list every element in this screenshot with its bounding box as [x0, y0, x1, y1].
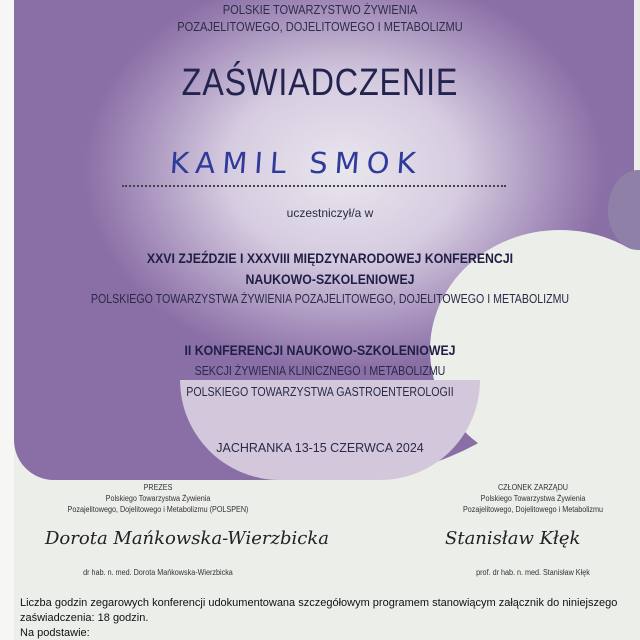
event2-line2: SEKCJI ŻYWIENIA KLINICZNEGO I METABOLIZMU: [194, 364, 446, 378]
signatory-org2: Pozajelitowego, Dojelitowego i Metabolizmu: [462, 505, 604, 514]
certificate-title: ZAŚWIADCZENIE: [181, 62, 459, 104]
signatory-role: CZŁONEK ZARZĄDU: [497, 483, 569, 492]
signature-right: Stanisław Kłęk: [445, 528, 581, 549]
event1-line1: XXVI ZJEŹDZIE I XXXVIII MIĘDZYNARODOWEJ KONFERENCJI: [146, 250, 514, 266]
event1-line3: POLSKIEGO TOWARZYSTWA ŻYWIENIA POZAJELITOWEGO, DOJELITOWEGO I METABOLIZMU: [90, 292, 570, 306]
participated-text: uczestniczył/a w: [286, 206, 374, 220]
paper-edge: [0, 0, 14, 640]
name-dotted-line: [122, 185, 506, 187]
recipient-name: KAMIL SMOK: [168, 146, 424, 180]
signatory-left-name: dr hab. n. med. Dorota Mańkowska-Wierzbicka: [83, 568, 233, 577]
signature-left: Dorota Mańkowska-Wierzbicka: [45, 528, 329, 549]
footer-line-2: zaświadczenia: 18 godzin.: [20, 612, 149, 624]
signatory-role: PREZES: [143, 483, 173, 492]
event2-line3: POLSKIEGO TOWARZYSTWA GASTROENTEROLOGII: [186, 385, 454, 399]
footer-line-1: Liczba godzin zegarowych konferencji udokumentowana szczegółowym programem stanowiącym załącznik do niniejszego: [20, 597, 618, 609]
org-line-1: POLSKIE TOWARZYSTWO ŻYWIENIA: [222, 2, 418, 17]
signatory-org2: Pozajelitowego, Dojelitowego i Metabolizmu (POLSPEN): [67, 505, 249, 514]
signatory-left: [41, 482, 275, 515]
org-line-2: POZAJELITOWEGO, DOJELITOWEGO I METABOLIZMU: [177, 19, 463, 34]
signatory-org1: Polskiego Towarzystwa Żywienia: [480, 494, 586, 503]
event2-line1: II KONFERENCJI NAUKOWO-SZKOLENIOWEJ: [184, 342, 456, 358]
place-date: JACHRANKA 13-15 CZERWCA 2024: [216, 441, 424, 455]
signatory-right: [416, 482, 640, 515]
signatory-org1: Polskiego Towarzystwa Żywienia: [105, 494, 211, 503]
signatory-right-name: prof. dr hab. n. med. Stanisław Kłęk: [476, 568, 590, 577]
footer-line-3: Na podstawie:: [20, 627, 90, 639]
event1-line2: NAUKOWO-SZKOLENIOWEJ: [245, 271, 415, 287]
